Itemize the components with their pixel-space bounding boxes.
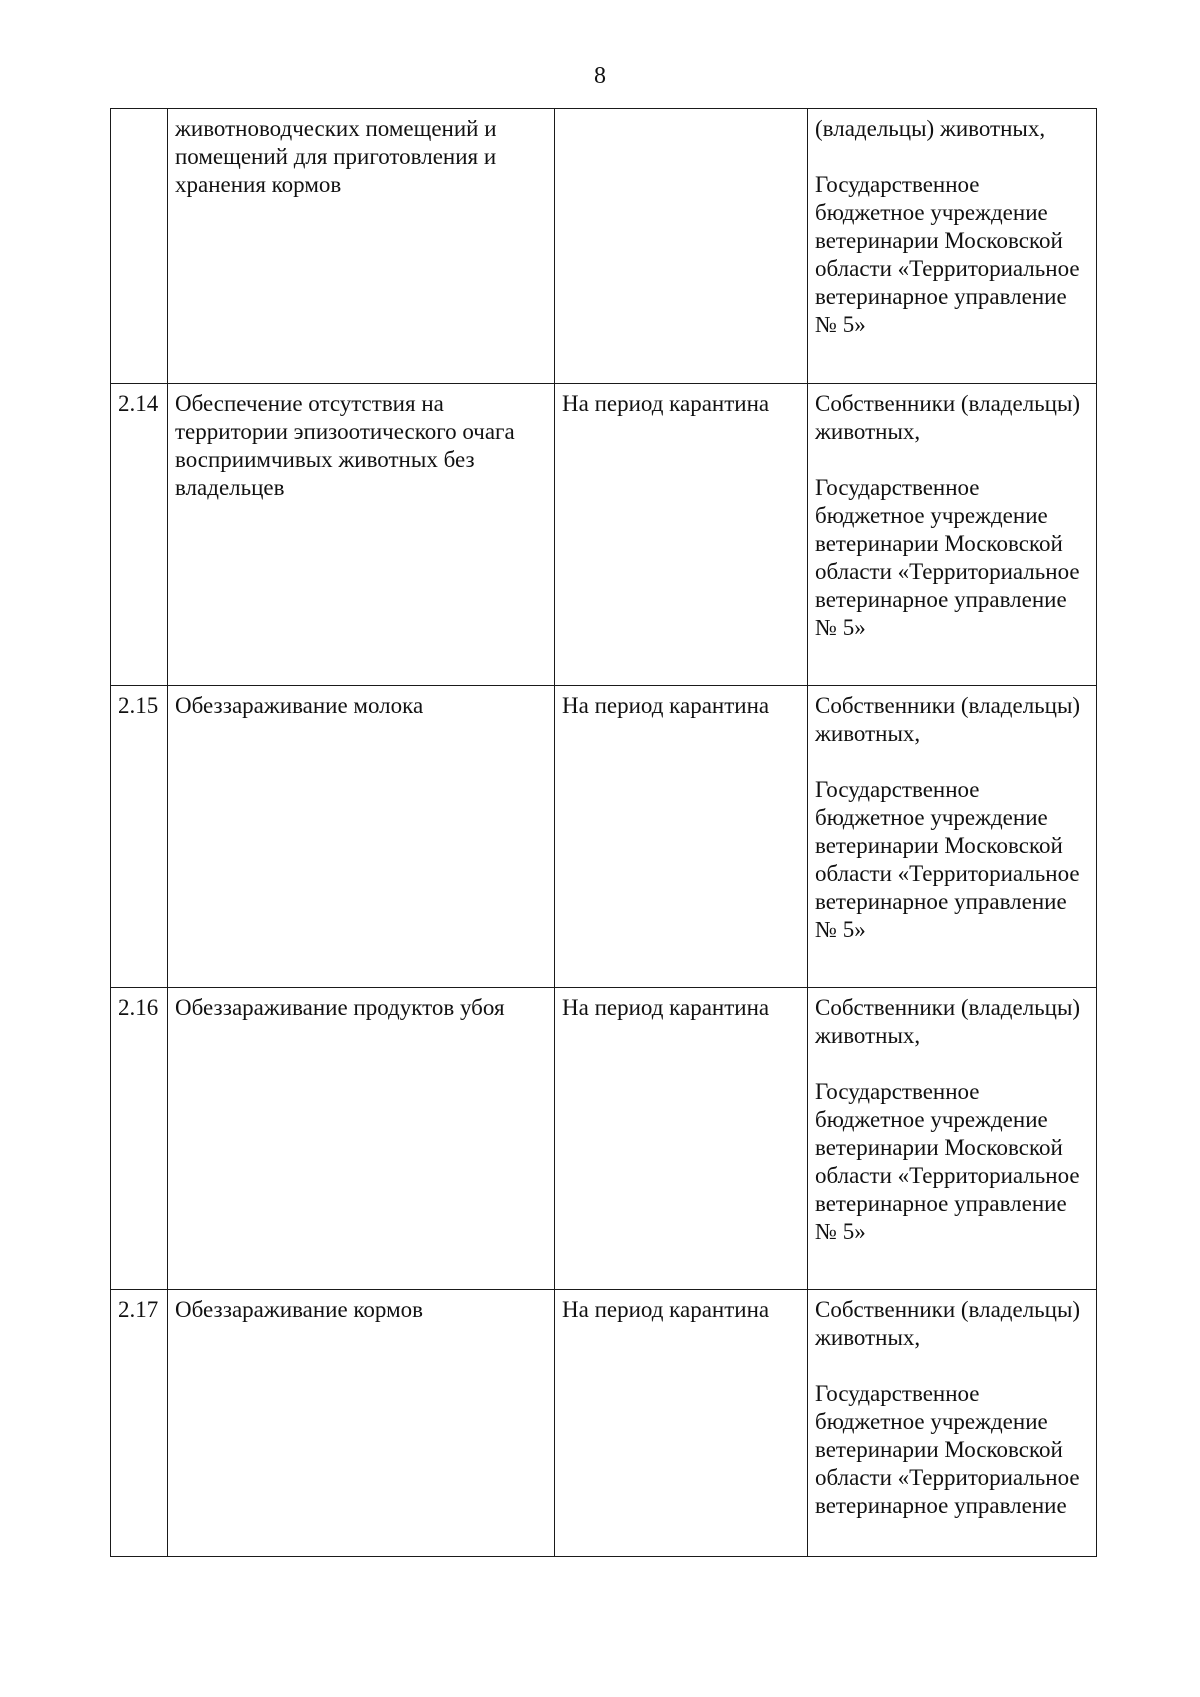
table-row [111, 1290, 1097, 1557]
row-number-cell: 2.17 [111, 1290, 168, 1557]
responsible-cell [808, 1290, 1097, 1557]
action-cell: Обеззараживание молока [168, 686, 555, 988]
term-cell: На период карантина [555, 988, 808, 1290]
owners-text: Собственники (владельцы) животных, [815, 995, 1081, 1048]
term-cell: На период карантина [555, 384, 808, 686]
term-cell: На период карантина [555, 1290, 808, 1557]
responsible-cell [808, 988, 1097, 1290]
table-row [111, 384, 1097, 686]
row-number-cell: 2.15 [111, 686, 168, 988]
row-number-cell: 2.14 [111, 384, 168, 686]
institution-text: Государственное бюджетное учреждение ветеринарии Московской области «Территориальное ветеринарное управление № 5» [815, 475, 1080, 640]
institution-text: Государственное бюджетное учреждение ветеринарии Московской области «Территориальное ветеринарное управление [815, 1381, 1080, 1518]
page-number: 8 [594, 63, 606, 89]
owners-text: Собственники (владельцы) животных, [815, 693, 1081, 746]
responsible-cell [808, 384, 1097, 686]
table-row [111, 686, 1097, 988]
responsible-cell [808, 686, 1097, 988]
owners-text: Собственники (владельцы) животных, [815, 391, 1081, 444]
row-number-cell [111, 109, 168, 384]
action-cell: Обеззараживание кормов [168, 1290, 555, 1557]
term-cell [555, 109, 808, 384]
term-cell: На период карантина [555, 686, 808, 988]
measures-table [110, 108, 1097, 1557]
institution-text: Государственное бюджетное учреждение ветеринарии Московской области «Территориальное ветеринарное управление № 5» [815, 172, 1080, 337]
action-cell: Обеспечение отсутствия на территории эпизоотического очага восприимчивых животных без владельцев [168, 384, 555, 686]
responsible-cell [808, 109, 1097, 384]
table-row [111, 988, 1097, 1290]
action-cell: животноводческих помещений и помещений для приготовления и хранения кормов [168, 109, 555, 384]
table-row [111, 109, 1097, 384]
row-number-cell: 2.16 [111, 988, 168, 1290]
owners-text: (владельцы) животных, [815, 116, 1046, 141]
action-cell: Обеззараживание продуктов убоя [168, 988, 555, 1290]
owners-text: Собственники (владельцы) животных, [815, 1297, 1081, 1350]
institution-text: Государственное бюджетное учреждение ветеринарии Московской области «Территориальное ветеринарное управление № 5» [815, 777, 1080, 942]
institution-text: Государственное бюджетное учреждение ветеринарии Московской области «Территориальное ветеринарное управление № 5» [815, 1079, 1080, 1244]
